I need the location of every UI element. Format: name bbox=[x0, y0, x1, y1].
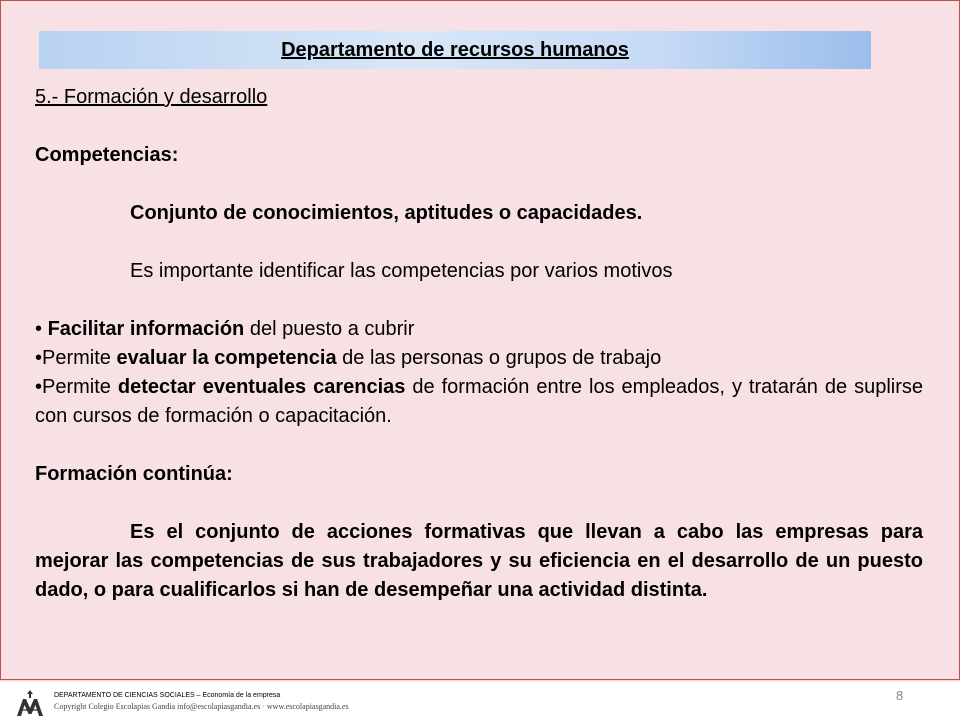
footer-department: DEPARTAMENTO DE CIENCIAS SOCIALES – Economía de la empresa bbox=[54, 692, 281, 699]
bullet-text: del puesto a cubrir bbox=[244, 318, 415, 340]
bullet-item bbox=[35, 373, 923, 431]
slide-title: Departamento de recursos humanos bbox=[281, 39, 629, 61]
competencias-definition: Conjunto de conocimientos, aptitudes o capacidades. bbox=[130, 202, 643, 224]
spacer bbox=[35, 112, 923, 141]
bullet-text: de las personas o grupos de trabajo bbox=[336, 347, 662, 369]
spacer bbox=[35, 431, 923, 460]
title-bar bbox=[39, 31, 871, 69]
slide-content bbox=[35, 83, 923, 605]
footer-email: info@escolapiasgandia.es bbox=[177, 702, 261, 711]
competencias-importance: Es importante identificar las competencias por varios motivos bbox=[130, 260, 673, 282]
footer-website: www.escolapiasgandia.es bbox=[266, 702, 349, 711]
spacer bbox=[35, 286, 923, 315]
spacer bbox=[35, 170, 923, 199]
bullet-prefix: •Permite bbox=[35, 376, 118, 398]
bullet-text: de formación entre los empleados, y tratarán de suplirse con cursos de formación o capacitación. bbox=[35, 376, 923, 427]
bullet-bold: Facilitar información bbox=[47, 318, 245, 340]
bullet-prefix: • bbox=[35, 318, 48, 340]
formacion-text: Es el conjunto de acciones formativas que llevan a cabo las empresas para mejorar las competencias de sus trabajadores y su eficiencia en el desarrollo de un puesto dado, o para cualificarlos si han de desempeñar una actividad distinta. bbox=[35, 521, 923, 601]
footer-copyright-line bbox=[54, 702, 349, 711]
competencias-heading: Competencias: bbox=[35, 144, 179, 166]
footer-copyright: Copyright Colegio Escolapias Gandia bbox=[54, 702, 176, 711]
spacer bbox=[35, 228, 923, 257]
school-logo-icon bbox=[14, 688, 46, 718]
slide-footer bbox=[0, 680, 960, 720]
bullet-bold: evaluar la competencia bbox=[116, 347, 337, 369]
bullet-prefix: •Permite bbox=[35, 347, 117, 369]
bullet-item bbox=[35, 344, 923, 373]
section-heading: 5.- Formación y desarrollo bbox=[35, 86, 268, 108]
footer-separator: · bbox=[262, 702, 265, 711]
page-number: 8 bbox=[896, 688, 904, 703]
formacion-heading: Formación continúa: bbox=[35, 463, 233, 485]
bullet-bold: detectar eventuales carencias bbox=[117, 376, 406, 398]
bullet-item bbox=[35, 315, 923, 344]
spacer bbox=[35, 489, 923, 518]
